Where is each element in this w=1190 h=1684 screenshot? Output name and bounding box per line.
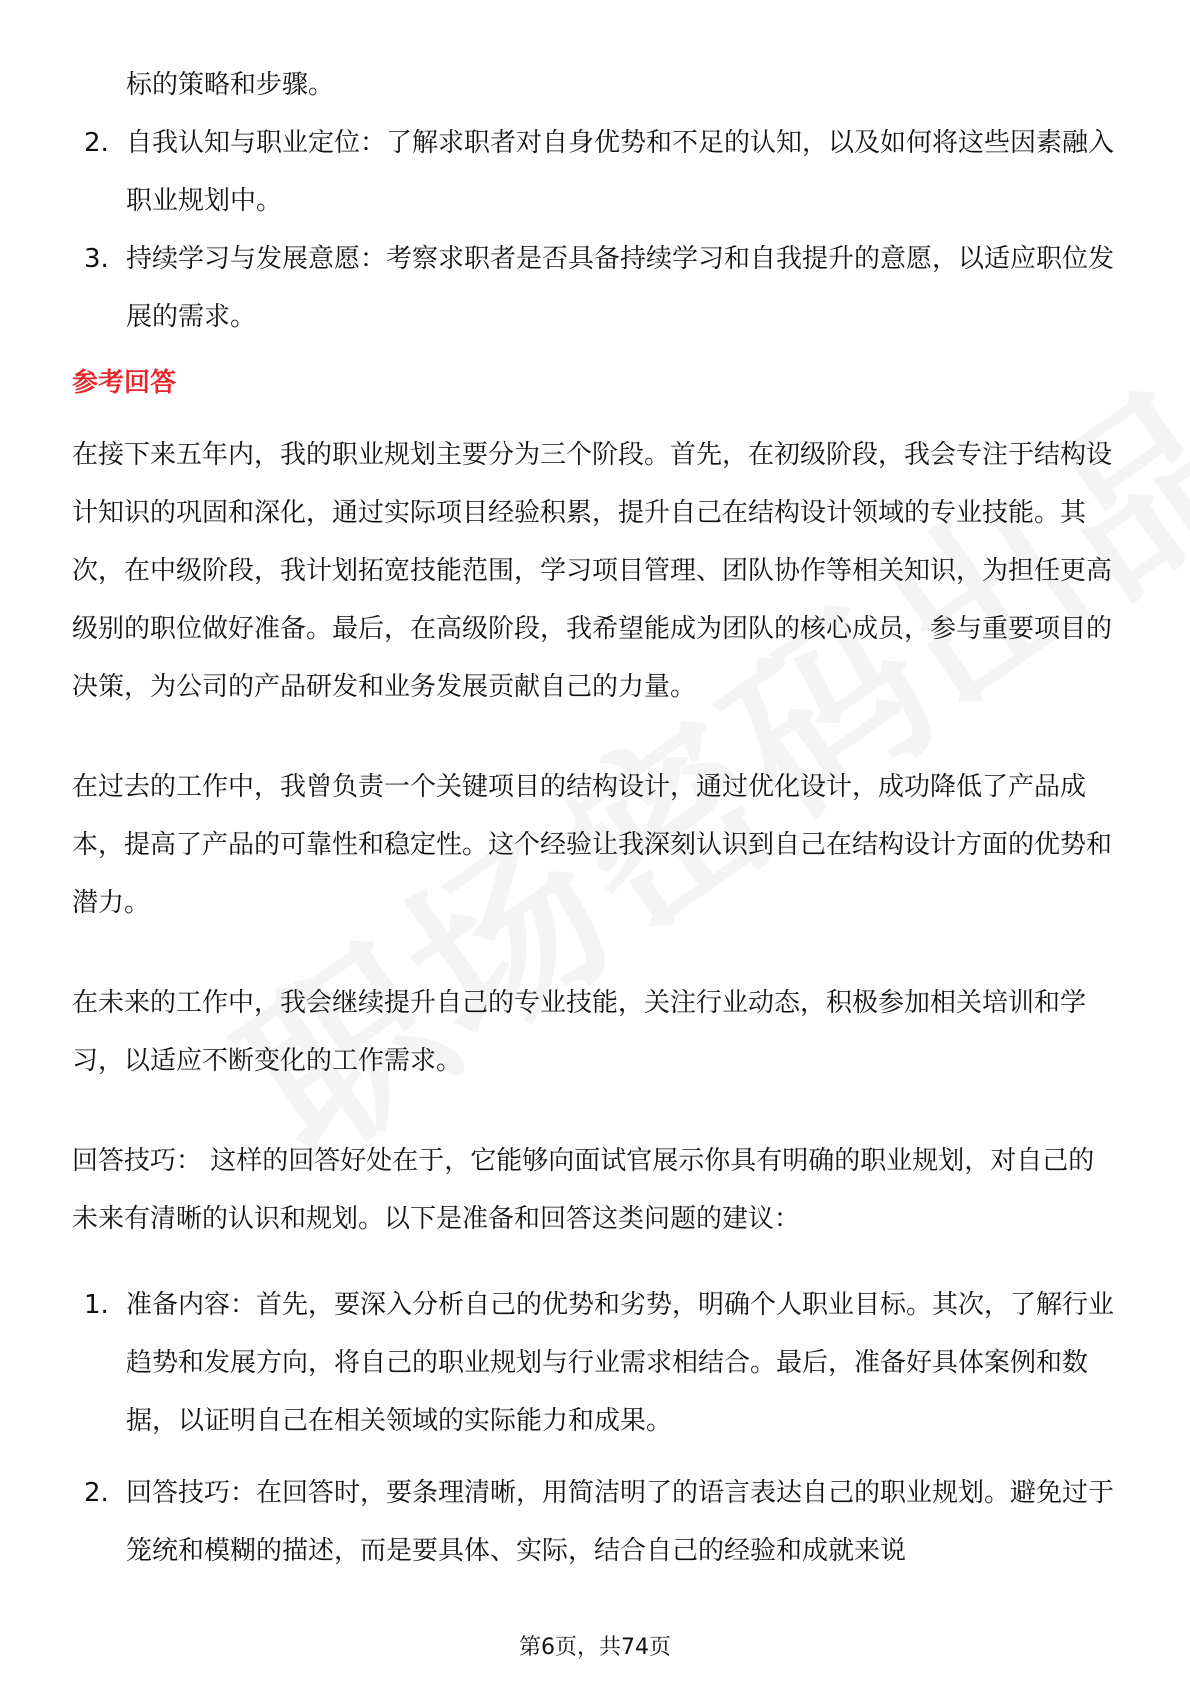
- list-item-continuation: 标的策略和步骤。: [126, 70, 335, 100]
- list-number: 2.: [84, 1478, 109, 1508]
- answer-paragraph: 在过去的工作中，我曾负责一个关键项目的结构设计，通过优化设计，成功降低了产品成本，提高了产品的可靠性和稳定性。这个经验让我深刻认识到自己在结构设计方面的优势和潜力。: [72, 772, 1113, 918]
- answer-paragraph: 在未来的工作中，我会继续提升自己的专业技能，关注行业动态，积极参加相关培训和学习，以适应不断变化的工作需求。: [72, 988, 1087, 1076]
- answer-paragraph: 在接下来五年内，我的职业规划主要分为三个阶段。首先，在初级阶段，我会专注于结构设计知识的巩固和深化，通过实际项目经验积累，提升自己在结构设计领域的专业技能。其次，在中级阶段，我计划拓宽技能范围，学习项目管理、团队协作等相关知识，为担任更高级别的职位做好准备。最后，在高级阶段，我希望能成为团队的核心成员，参与重要项目的决策，为公司的产品研发和业务发展贡献自己的力量。: [72, 440, 1113, 702]
- list-number: 2.: [84, 128, 109, 158]
- list-item-text: 自我认知与职业定位：了解求职者对自身优势和不足的认知，以及如何将这些因素融入职业规划中。: [126, 128, 1115, 216]
- list-item: [72, 1276, 1118, 1450]
- list-item-text: 准备内容：首先，要深入分析自己的优势和劣势，明确个人职业目标。其次，了解行业趋势和发展方向，将自己的职业规划与行业需求相结合。最后，准备好具体案例和数据，以证明自己在相关领域的实际能力和成果。: [126, 1290, 1115, 1436]
- list-item: [72, 1464, 1118, 1580]
- page-footer: 第6页，共74页: [519, 1635, 671, 1660]
- list-item-text: 持续学习与发展意愿：考察求职者是否具备持续学习和自我提升的意愿，以适应职位发展的需求。: [126, 244, 1115, 332]
- list-item: [72, 114, 1118, 230]
- list-number: 3.: [84, 244, 109, 274]
- tips-intro-paragraph: 回答技巧： 这样的回答好处在于，它能够向面试官展示你具有明确的职业规划，对自己的未来有清晰的认识和规划。以下是准备和回答这类问题的建议：: [72, 1146, 1095, 1234]
- list-item-text: 回答技巧：在回答时，要条理清晰，用简洁明了的语言表达自己的职业规划。避免过于笼统和模糊的描述，而是要具体、实际，结合自己的经验和成就来说: [126, 1478, 1115, 1566]
- list-item: [72, 230, 1118, 346]
- list-number: 1.: [84, 1290, 109, 1320]
- section-heading: 参考回答: [72, 368, 177, 398]
- page-content: [72, 56, 1118, 1580]
